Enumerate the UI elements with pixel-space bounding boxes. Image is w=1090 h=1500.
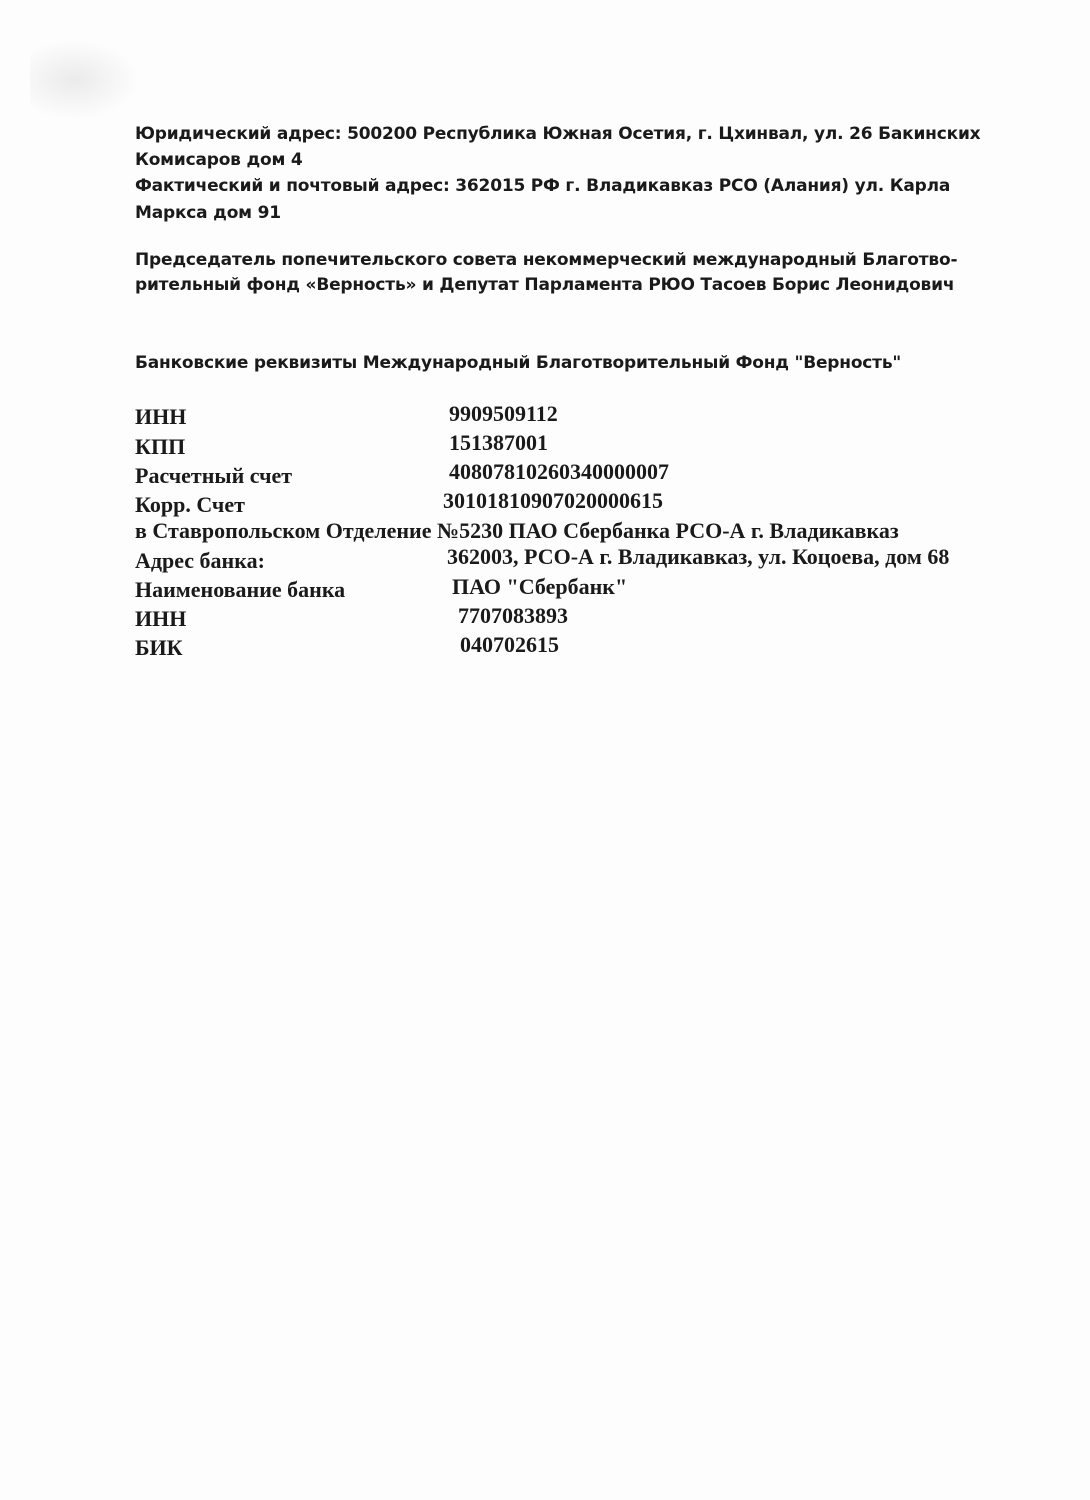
chairman-line-2: рительный фонд «Верность» и Депутат Парламента РЮО Тасоев Борис Леонидович — [135, 275, 955, 295]
legal-address-line-2: Комисаров дом 4 — [135, 150, 303, 170]
postal-address-line-2: Маркса дом 91 — [135, 203, 281, 223]
bank-name-value: ПАО "Сбербанк" — [452, 574, 628, 599]
bank-address-label: Адрес банка: — [135, 548, 265, 573]
scan-smudge — [30, 40, 140, 120]
bank-name-label: Наименование банка — [135, 577, 346, 602]
postal-address-line-1: Фактический и почтовый адрес: 362015 РФ г. Владикавказ РСО (Алания) ул. Карла — [135, 176, 951, 196]
bank-requisites-title: Банковские реквизиты Международный Благотворительный Фонд "Верность" — [135, 353, 902, 373]
inn-label: ИНН — [135, 404, 187, 429]
chairman-line-1: Председатель попечительского совета некоммерческий международный Благотво- — [135, 250, 958, 270]
kpp-label: КПП — [135, 434, 186, 459]
bank-inn-value: 7707083893 — [458, 603, 568, 628]
kpp-value: 151387001 — [449, 430, 548, 455]
bank-address-value: 362003, РСО-А г. Владикавказ, ул. Коцоева, дом 68 — [447, 544, 950, 569]
branch-line: в Ставропольском Отделение №5230 ПАО Сбербанка РСО-А г. Владикавказ — [135, 518, 899, 543]
bank-inn-label: ИНН — [135, 606, 187, 631]
account-label: Расчетный счет — [135, 463, 293, 488]
corr-account-value: 30101810907020000615 — [443, 488, 663, 513]
bik-label: БИК — [135, 635, 183, 660]
legal-address-line-1: Юридический адрес: 500200 Республика Южная Осетия, г. Цхинвал, ул. 26 Бакинских — [135, 124, 981, 144]
bik-value: 040702615 — [460, 632, 559, 657]
account-value: 40807810260340000007 — [449, 459, 669, 484]
inn-value: 9909509112 — [449, 401, 558, 426]
corr-account-label: Корр. Счет — [135, 492, 245, 517]
